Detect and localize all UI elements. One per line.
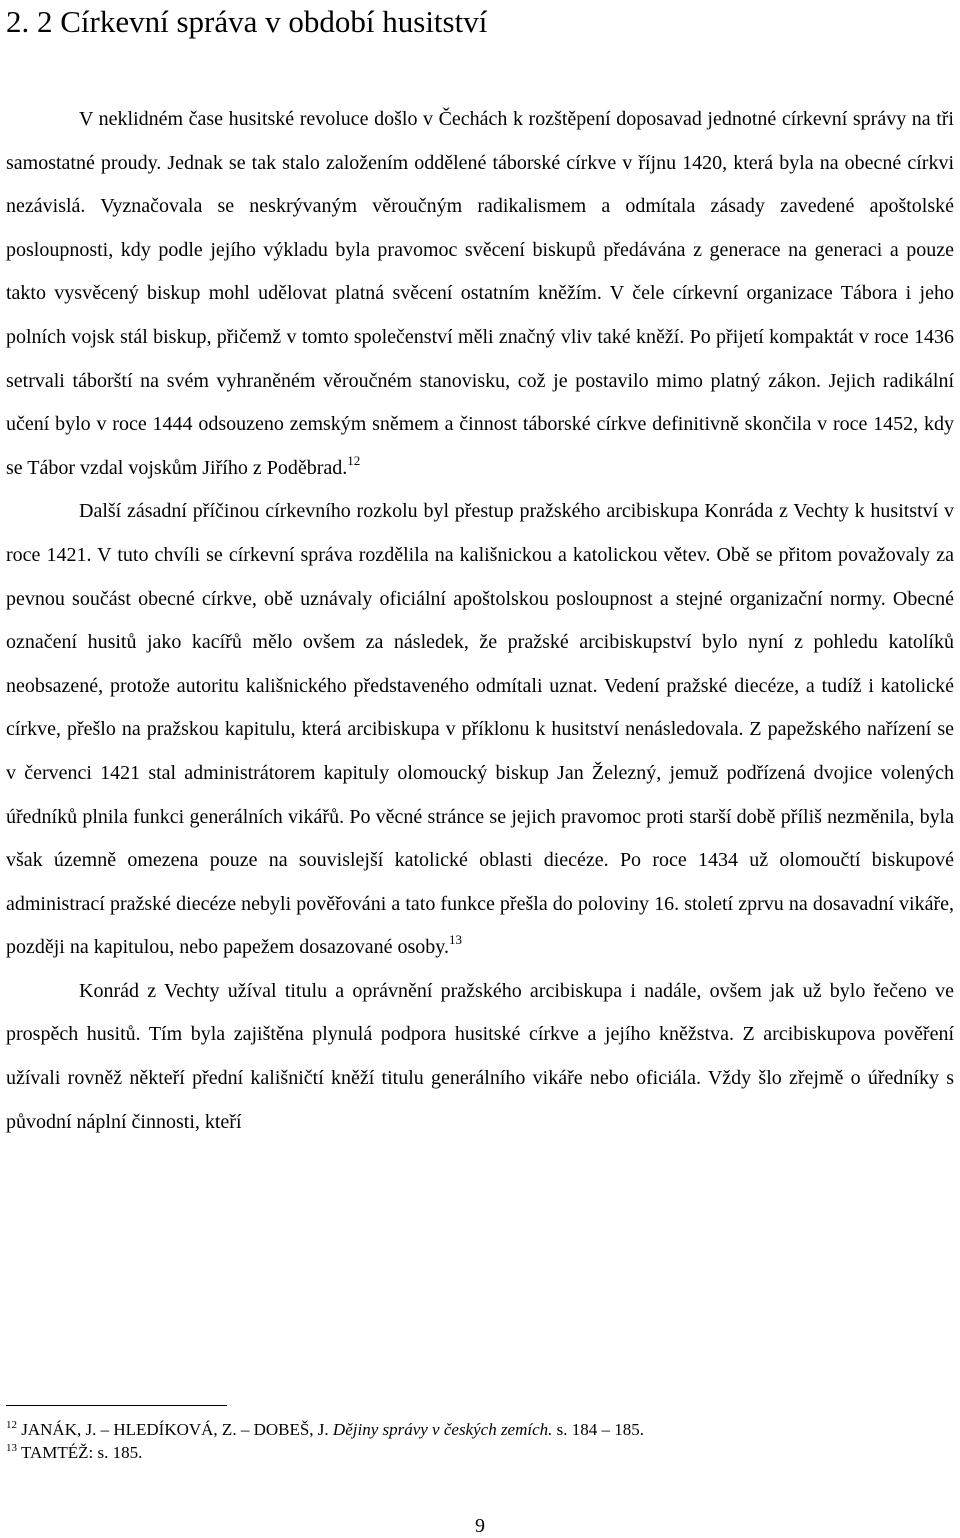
document-page: [6, 0, 954, 1144]
footnote-12: [6, 1418, 954, 1441]
footnote-separator: [6, 1405, 227, 1406]
paragraph-text: V neklidném čase husitské revoluce došlo v Čechách k rozštěpení doposavad jednotné církevní správy na tři samostatné proudy. Jednak se tak stalo založením oddělené táborské církve v říjnu 1420, která byla na obecné církvi nezávislá. Vyznačovala se neskrývaným věroučným radikalismem a odmítala zásady zavedené apoštolské posloupnosti, kdy podle jejího výkladu byla pravomoc svěcení biskupů předávána z generace na generaci a pouze takto vysvěcený biskup mohl udělovat platná svěcení ostatním kněžím. V čele církevní organizace Tábora i jeho polních vojsk stál biskup, přičemž v tomto společenství měli značný vliv také kněží. Po přijetí kompaktát v roce 1436 setrvali táborští na svém vyhraněném věroučném stanovisku, což je postavilo mimo platný zákon. Jejich radikální učení bylo v roce 1444 odsouzeno zemským sněmem a činnost táborské církve definitivně skončila v roce 1452, kdy se Tábor vzdal vojskům Jiřího z Poděbrad.: [6, 108, 954, 479]
footnote-13: [6, 1441, 954, 1464]
body-text: [6, 98, 954, 1144]
footnote-reference: 12: [347, 452, 361, 468]
footnote-authors: TAMTÉŽ: s. 185.: [20, 1443, 143, 1462]
paragraph-3: [6, 970, 954, 1144]
footnote-authors: JANÁK, J. – HLEDÍKOVÁ, Z. – DOBEŠ, J.: [21, 1420, 329, 1439]
section-heading: 2. 2 Církevní správa v období husitství: [6, 4, 488, 39]
paragraph-text: Konrád z Vechty užíval titulu a oprávnění pražského arcibiskupa i nadále, ovšem jak už bylo řečeno ve prospěch husitů. Tím byla zajištěna plynulá podpora husitské církve a jejího kněžstva. Z arcibiskupova pověření užívali rovněž někteří přední kališničtí kněží titulu generálního vikáře nebo oficiála. Vždy šlo zřejmě o úředníky s původní náplní činnosti, kteří: [6, 979, 954, 1133]
footnote-number: 13: [6, 1442, 17, 1454]
paragraph-text: Další zásadní příčinou církevního rozkolu byl přestup pražského arcibiskupa Konráda z Vechty k husitství v roce 1421. V tuto chvíli se církevní správa rozdělila na kališnickou a katolickou větev. Obě se přitom považovaly za pevnou součást obecné církve, obě uznávaly oficiální apoštolskou posloupnost a stejné organizační normy. Obecné označení husitů jako kacířů mělo ovšem za následek, že pražské arcibiskupství bylo nyní z pohledu katolíků neobsazené, protože autoritu kališnického představeného odmítali uznat. Vedení pražské diecéze, a tudíž i katolické církve, přešlo na pražskou kapitulu, která arcibiskupa v příklonu k husitství nenásledovala. Z papežského nařízení se v červenci 1421 stal administrátorem kapituly olomoucký biskup Jan Železný, jemuž podřízená dvojice volených úředníků plnila funkci generálních vikářů. Po věcné stránce se jejich pravomoc proti starší době příliš nezměnila, byla však územně omezena pouze na souvislejší katolické oblasti diecéze. Po roce 1434 už olomoučtí biskupové administrací pražské diecéze nebyli pověřováni a tato funkce přešla do poloviny 16. století zprvu na dosavadní vikáře, později na kapitulou, nebo papežem dosazované osoby.: [6, 500, 954, 959]
footnote-pages: s. 184 – 185.: [556, 1420, 645, 1439]
paragraph-2: [6, 490, 954, 970]
footnote-number: 12: [6, 1419, 17, 1431]
paragraph-1: [6, 98, 954, 490]
footnote-reference: 13: [449, 932, 463, 948]
footnotes: [6, 1418, 954, 1464]
footnote-title: Dějiny správy v českých zemích.: [332, 1420, 553, 1439]
page-number: 9: [475, 1515, 485, 1537]
